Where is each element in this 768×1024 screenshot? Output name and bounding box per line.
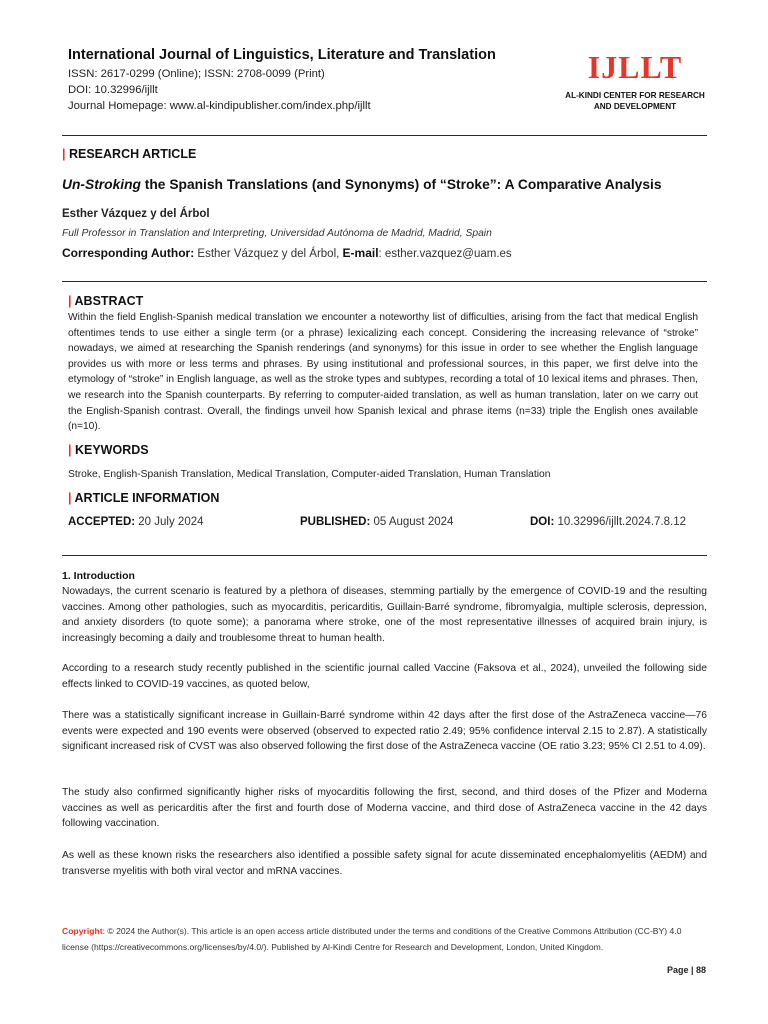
logo-subtitle-line1: AL-KINDI CENTER FOR RESEARCH [565, 91, 705, 100]
article-info-heading [68, 491, 219, 505]
article-doi [530, 516, 686, 528]
published-label: PUBLISHED: [300, 516, 371, 528]
introduction-heading: 1. Introduction [62, 570, 135, 582]
keywords-label: KEYWORDS [74, 443, 149, 457]
corresponding-author [62, 246, 512, 260]
doi-label: DOI: [530, 516, 555, 528]
article-title-italic: Un-Stroking [62, 177, 141, 192]
published-value: 05 August 2024 [370, 516, 454, 528]
copyright-text: : © 2024 the Author(s). This article is an open access article distributed under the terms and conditions of the Creative Commons Attribution (CC-BY) 4.0 license (https://creativecommons.org/licenses/by/4.0/). Published by Al-Kindi Centre for Research and Development, London, United Kingdom. [62, 926, 682, 952]
journal-homepage[interactable]: Journal Homepage: www.al-kindipublisher.com/index.php/ijllt [68, 100, 371, 112]
logo-mark: IJLLT [587, 49, 683, 85]
corr-label: Corresponding Author: [62, 246, 195, 260]
journal-issn: ISSN: 2617-0299 (Online); ISSN: 2708-0099 (Print) [68, 68, 325, 80]
section-bar: | [68, 443, 72, 457]
author-affiliation: Full Professor in Translation and Interpreting, Universidad Autónoma de Madrid, Madrid, Spain [62, 228, 492, 239]
keywords-text: Stroke, English-Spanish Translation, Medical Translation, Computer-aided Translation, Human Translation [68, 469, 551, 480]
email-value[interactable]: : esther.vazquez@uam.es [378, 248, 512, 260]
paragraph-2: According to a research study recently published in the scientific journal called Vaccine (Faksova et al., 2024), unveiled the following side effects linked to COVID-19 vaccines, as quoted below, [62, 663, 707, 690]
quote-paragraph-1: There was a statistically significant increase in Guillain-Barré syndrome within 42 days after the first dose of the AstraZeneca vaccine—76 events were expected and 190 events were observed (observed to expected ratio 2.49; 95% confidence interval 2.15 to 2.87). A statistically significant increased risk of CVST was also observed following the first dose of the AstraZeneca vaccine (OE ratio 3.23; 95% CI 2.51 to 4.09). [62, 710, 707, 753]
header-divider [62, 135, 707, 136]
abstract-top-divider [62, 281, 707, 282]
journal-doi: DOI: 10.32996/ijllt [68, 84, 158, 96]
accepted-label: ACCEPTED: [68, 516, 136, 528]
abstract-text: Within the field English-Spanish medical translation we encounter a noteworthy list of difficulties, arising from the fact that medical English oftentimes tends to use either a single term (or a phrase) lexicalizing each concept. Considering the increasing relevance of “stroke” nowadays, we aimed at researching the Spanish renderings (and synonyms) for this issue in order to see whether the English language provides us with more or less terms and phrases. By using institutional and professional sources, in this paper, we first delve into the etymology of “stroke” in English language, as well as the stroke types and subtypes, recording a total of 10 lexical items and phrases. Then, we research into the Spanish counterparts. By referring to computer-aided translation, as well as human translation, later on we carry out the English-Spanish contrast. Overall, the findings unveil how Spanish lexical and phrase items (n=33) triple the English ones available (n=10). [68, 312, 698, 433]
quote-paragraph-2: The study also confirmed significantly higher risks of myocarditis following the first, second, and third doses of the Pfizer and Moderna vaccines as well as pericarditis after the first and fourth dose of Moderna vaccine, and third dose of AstraZeneca vaccine in the 42 days following vaccination. [62, 787, 707, 830]
copyright-notice [62, 923, 702, 955]
section-bar: | [68, 294, 72, 308]
paragraph-1: Nowadays, the current scenario is featured by a plethora of diseases, stemming partially by the emergence of COVID-19 and the resulting vaccines. Among other pathologies, such as myocarditis, pericarditis, Guillain-Barré syndrome, fibromyalgia, multiple sclerosis, depression, and anxiety disorders (to quote some); a panorama where stroke, one of the most representative illnesses of acquired brain injury, is increasingly becoming a daily and troublesome threat to human health. [62, 586, 707, 644]
published-date [300, 516, 453, 528]
copyright-label: Copyright [62, 926, 103, 936]
logo-subtitle [560, 90, 710, 112]
journal-logo [560, 50, 710, 112]
section-bar: | [62, 147, 66, 161]
section-bar: | [68, 491, 72, 505]
doi-value[interactable]: 10.32996/ijllt.2024.7.8.12 [554, 516, 686, 528]
info-bottom-divider [62, 555, 707, 556]
email-label: E-mail [342, 246, 379, 260]
article-type [62, 147, 196, 161]
article-title [62, 177, 662, 192]
article-info-label: ARTICLE INFORMATION [74, 491, 220, 505]
page-number: Page | 88 [666, 965, 706, 975]
accepted-date [68, 516, 204, 528]
quote-paragraph-3: As well as these known risks the researchers also identified a possible safety signal for acute disseminated encephalomyelitis (AEDM) and transverse myelitis with both viral vector and mRNA vaccines. [62, 850, 707, 877]
keywords-heading [68, 443, 149, 457]
author-name: Esther Vázquez y del Árbol [62, 208, 210, 220]
journal-name: International Journal of Linguistics, Literature and Translation [68, 47, 496, 63]
abstract-label: ABSTRACT [74, 294, 144, 308]
abstract-heading [68, 294, 143, 308]
corr-name: Esther Vázquez y del Árbol, [194, 248, 343, 260]
article-title-rest: the Spanish Translations (and Synonyms) of “Stroke”: A Comparative Analysis [140, 177, 662, 192]
accepted-value: 20 July 2024 [135, 516, 204, 528]
logo-subtitle-line2: AND DEVELOPMENT [593, 102, 677, 111]
article-type-label: RESEARCH ARTICLE [68, 147, 197, 161]
